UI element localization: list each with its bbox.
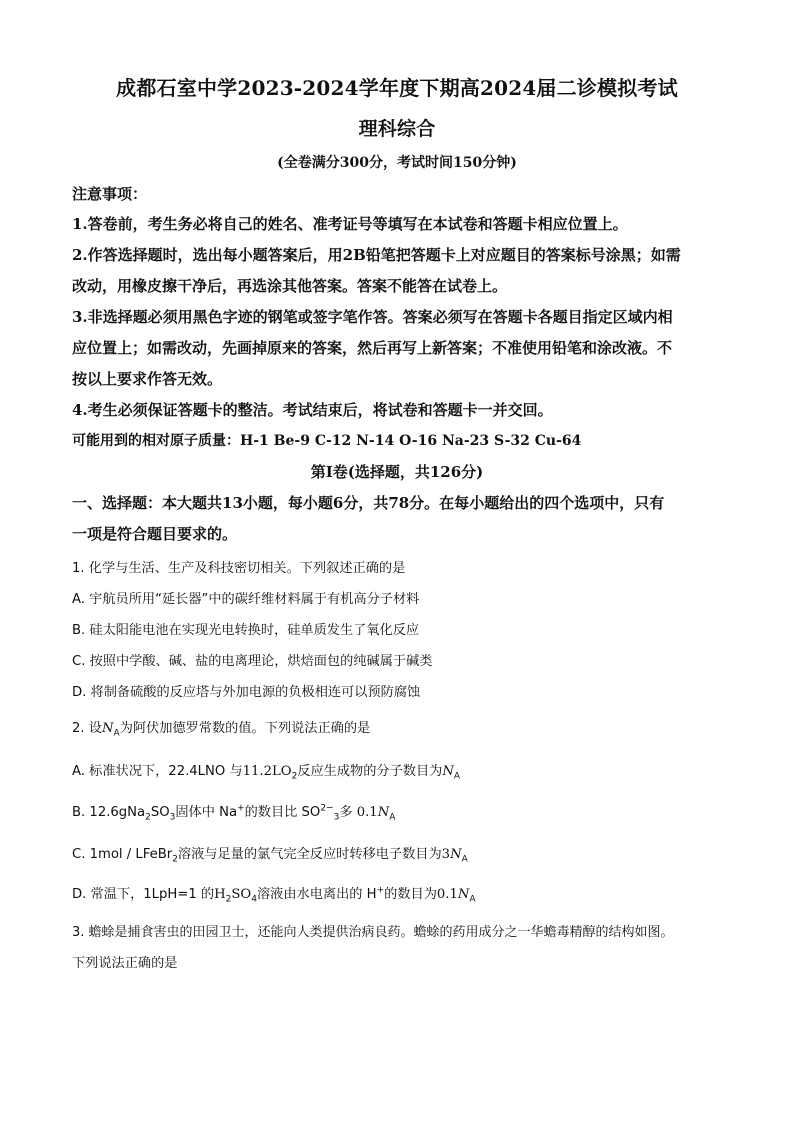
q2d-so: SO [231,887,252,902]
q2b-value: 0.1 [356,805,378,820]
avogadro-subscript: A [113,728,120,739]
q2b-prefix: B. 12.6gNa [72,805,146,820]
q2b-part-1: SO [150,805,170,820]
question-1-option-d: D. 将制备硫酸的反应塔与外加电源的负极相连可以预防腐蚀 [72,685,421,700]
question-2-option-b [72,801,722,823]
section-heading: 第I卷(选择题，共126分) [310,463,484,481]
q2d-h: H [214,887,226,902]
q2d-na-subscript: A [469,894,476,905]
note-item-3-line-3: 按以上要求作答无效。 [72,370,223,388]
q2d-sup: + [376,885,385,896]
question-2-stem [72,717,722,739]
question-2-option-d [72,883,722,905]
section-intro-line-1: 一、选择题：本大题共13小题，每小题6分，共78分。在每小题给出的四个选项中，只有 [72,494,665,512]
q2a-prefix: A. 标准状况下，22.4LNO 与 [72,764,243,779]
exam-subject: 理科综合 [358,118,436,140]
q2c-na-symbol: N [450,847,462,862]
q2a-suffix: 反应生成物的分子数目为 [297,764,443,779]
q2d-prefix: D. 常温下，1LpH=1 的 [72,887,215,902]
q2b-sub-2: 3 [169,812,176,823]
note-item-4: 4.考生必须保证答题卡的整洁。考试结束后，将试卷和答题卡一并交回。 [72,401,553,419]
question-2-option-a [72,760,722,782]
q2d-na-symbol: N [457,887,470,902]
q2b-sub-3: 3 [333,812,340,823]
q2d-value: 0.1 [436,887,458,902]
notes-heading: 注意事项： [72,185,148,203]
question-2-option-c [72,843,722,865]
question-1-option-b: B. 硅太阳能电池在实现光电转换时，硅单质发生了氧化反应 [72,623,420,638]
question-1-option-c: C. 按照中学酸、碱、盐的电离理论，烘焙面包的纯碱属于碱类 [72,654,433,669]
exam-info: (全卷满分300分，考试时间150分钟) [277,155,517,171]
question-3-stem-line-2: 下列说法正确的是 [72,956,178,971]
q2d-sub-1: 2 [225,894,232,905]
q2a-na-symbol: N [442,764,454,779]
q2a-o2-volume: 11.2LO [242,764,292,779]
q2a-na-subscript: A [453,771,461,782]
q2-stem-suffix: 为阿伏加德罗常数的值。下列说法正确的是 [119,721,371,736]
question-1-option-a: A. 宇航员所用“延长器”中的碳纤维材料属于有机高分子材料 [72,592,420,607]
q2d-sub-2: 4 [251,894,257,905]
q2c-na-subscript: A [461,854,468,865]
q2c-value: 3 [441,847,451,862]
question-3-stem-line-1: 3. 蟾蜍是捕食害虫的田园卫士，还能向人类提供治病良药。蟾蜍的药用成分之一华蟾毒精醇的结构如图。 [72,925,674,940]
note-item-2-line-1: 2.作答选择题时，选出每小题答案后，用2B铅笔把答题卡上对应题目的答案标号涂黑；如需 [72,246,681,264]
exam-title: 成都石室中学2023-2024学年度下期高2024届二诊模拟考试 [116,76,678,100]
note-item-3-line-2: 应位置上；如需改动，先画掉原来的答案，然后再写上新答案；不准使用铅笔和涂改液。不 [72,339,673,357]
q2b-part-3: 的数目比 SO [244,805,321,820]
q2c-prefix: C. 1mol / LFeBr [72,847,173,862]
q2d-part-3: 的数目为 [384,887,437,902]
atomic-masses: 可能用到的相对原子质量：H-1 Be-9 C-12 N-14 O-16 Na-23 S-32 Cu-64 [72,433,582,449]
q2b-sub-1: 2 [145,812,151,823]
q2b-na-subscript: A [389,812,396,823]
q2b-na-symbol: N [377,805,390,820]
question-1-stem: 1. 化学与生活、生产及科技密切相关。下列叙述正确的是 [72,561,406,576]
q2b-sup-2: 2− [320,803,334,814]
q2-stem-prefix: 2. 设 [72,721,102,736]
q2c-suffix: 溶液与足量的氯气完全反应时转移电子数目为 [177,847,442,862]
section-intro-line-2: 一项是符合题目要求的。 [72,525,238,543]
q2c-sub: 2 [172,854,178,865]
q2b-part-4: 多 [339,805,353,820]
avogadro-symbol: N [101,721,114,736]
q2a-o2-subscript: 2 [291,771,298,782]
q2b-sup-1: + [237,803,245,814]
note-item-2-line-2: 改动，用橡皮擦干净后，再选涂其他答案。答案不能答在试卷上。 [72,277,508,295]
note-item-1: 1.答卷前，考生务必将自己的姓名、准考证号等填写在本试卷和答题卡相应位置上。 [72,215,628,233]
q2d-part-2: 溶液由水电离出的 H [256,887,377,902]
q2b-part-2: 固体中 Na [175,805,238,820]
note-item-3-line-1: 3.非选择题必须用黑色字迹的钢笔或签字笔作答。答案必须写在答题卡各题目指定区域内相 [72,308,673,326]
